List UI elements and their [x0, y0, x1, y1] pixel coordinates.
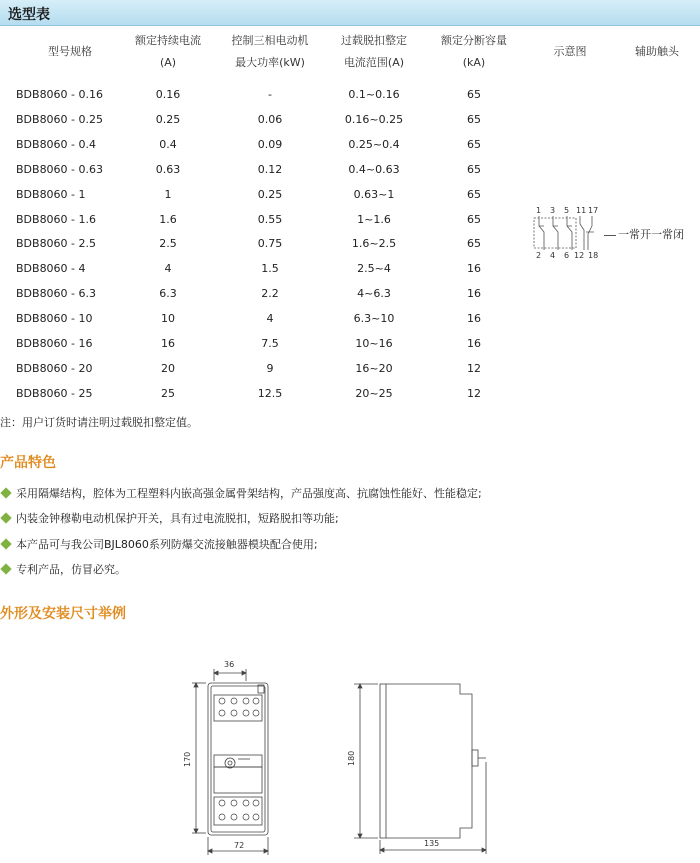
table-cell-model: BDB8060 - 10 — [16, 312, 93, 325]
features-title: 产品特色 — [0, 455, 56, 471]
dim-height-front: 170 — [183, 751, 192, 767]
header-current — [120, 30, 216, 74]
table-cell-range: 0.25~0.4 — [348, 138, 400, 151]
order-note: 注：用户订货时请注明过载脱扣整定值。 — [0, 416, 198, 429]
header-capacity-line1: 额定分断容量 — [441, 34, 507, 47]
table-cell-model: BDB8060 - 0.4 — [16, 138, 97, 151]
table-cell-model: BDB8060 - 16 — [16, 337, 93, 350]
table-cell-capacity: 65 — [467, 163, 481, 176]
table-cell-model: BDB8060 - 6.3 — [16, 287, 97, 300]
feature-item — [2, 563, 126, 577]
table-cell-power: 9 — [266, 362, 274, 375]
schematic-label-4: 4 — [550, 251, 556, 260]
diamond-bullet-icon — [0, 487, 11, 498]
header-range-line2: 电流范围(A) — [343, 56, 405, 69]
table-cell-model: BDB8060 - 2.5 — [16, 237, 97, 250]
table-cell-range: 1~1.6 — [357, 213, 391, 226]
table-cell-current: 20 — [161, 362, 175, 375]
table-cell-range: 6.3~10 — [353, 312, 395, 325]
table-cell-range: 16~20 — [355, 362, 393, 375]
schematic-label-12: 12 — [574, 251, 585, 260]
section-title: 选型表 — [8, 7, 50, 23]
header-diagram: 示意图 — [553, 45, 587, 58]
header-power — [222, 30, 318, 74]
table-cell-current: 4 — [164, 262, 172, 275]
schematic-label-5: 5 — [564, 206, 570, 215]
table-cell-range: 0.1~0.16 — [348, 88, 400, 101]
table-cell-model: BDB8060 - 1 — [16, 188, 86, 201]
feature-text: 采用隔爆结构，腔体为工程塑料内嵌高强金属骨架结构，产品强度高、抗腐蚀性能好、性能稳定; — [16, 487, 482, 500]
table-cell-range: 20~25 — [355, 387, 393, 400]
table-cell-power: 7.5 — [261, 337, 279, 350]
schematic-label-2: 2 — [536, 251, 542, 260]
feature-text: 专利产品，仿冒必究。 — [16, 563, 126, 576]
table-cell-power: 2.2 — [261, 287, 279, 300]
table-cell-current: 16 — [161, 337, 175, 350]
dim-width-bottom: 72 — [234, 841, 245, 850]
aux-connector-line — [604, 235, 616, 236]
aux-contact-value: 一常开一常闭 — [618, 228, 684, 241]
schematic-label-18: 18 — [588, 251, 599, 260]
feature-text: 内装金钟穆勒电动机保护开关，具有过电流脱扣，短路脱扣等功能; — [16, 512, 339, 525]
schematic-label-1: 1 — [536, 206, 542, 215]
table-cell-current: 0.25 — [155, 113, 181, 126]
header-model: 型号规格 — [48, 45, 92, 58]
table-cell-capacity: 65 — [467, 213, 481, 226]
table-cell-range: 4~6.3 — [357, 287, 391, 300]
table-cell-model: BDB8060 - 0.16 — [16, 88, 104, 101]
table-cell-model: BDB8060 - 0.63 — [16, 163, 104, 176]
table-cell-capacity: 65 — [467, 113, 481, 126]
schematic-label-11: 11 — [576, 206, 587, 215]
table-cell-range: 0.16~0.25 — [344, 113, 404, 126]
table-cell-model: BDB8060 - 1.6 — [16, 213, 97, 226]
header-aux: 辅助触头 — [635, 45, 679, 58]
table-cell-model: BDB8060 - 25 — [16, 387, 93, 400]
table-cell-power: 0.75 — [257, 237, 283, 250]
table-cell-power: 12.5 — [257, 387, 283, 400]
table-cell-power: 0.12 — [257, 163, 283, 176]
table-cell-range: 1.6~2.5 — [351, 237, 397, 250]
table-cell-power: 0.09 — [257, 138, 283, 151]
feature-item — [2, 487, 482, 501]
dim-depth: 135 — [424, 839, 440, 848]
table-cell-capacity: 16 — [467, 337, 481, 350]
table-cell-capacity: 12 — [467, 362, 481, 375]
table-cell-range: 0.63~1 — [353, 188, 395, 201]
table-cell-current: 0.16 — [155, 88, 181, 101]
dim-width-top: 36 — [224, 660, 235, 669]
front-view-drawing — [170, 655, 280, 860]
table-cell-current: 0.4 — [159, 138, 177, 151]
table-cell-power: 1.5 — [261, 262, 279, 275]
header-power-line2: 最大功率(kW) — [235, 56, 305, 69]
feature-item — [2, 538, 318, 552]
diamond-bullet-icon — [0, 512, 11, 523]
schematic-label-17: 17 — [588, 206, 599, 215]
table-cell-capacity: 12 — [467, 387, 481, 400]
table-cell-range: 10~16 — [355, 337, 393, 350]
table-cell-model: BDB8060 - 0.25 — [16, 113, 104, 126]
feature-text: 本产品可与我公司BJL8060系列防爆交流接触器模块配合使用; — [16, 538, 318, 551]
dim-height-side: 180 — [347, 750, 356, 766]
table-cell-current: 1.6 — [159, 213, 177, 226]
table-cell-capacity: 16 — [467, 287, 481, 300]
header-power-line1: 控制三相电动机 — [231, 34, 309, 47]
section-header-bar — [0, 0, 700, 26]
contact-schematic — [530, 204, 602, 262]
table-cell-capacity: 16 — [467, 262, 481, 275]
schematic-label-3: 3 — [550, 206, 556, 215]
table-cell-power: 0.25 — [257, 188, 283, 201]
header-range — [326, 30, 422, 74]
table-cell-current: 10 — [161, 312, 175, 325]
table-cell-capacity: 65 — [467, 188, 481, 201]
header-current-line1: 额定持续电流 — [135, 34, 201, 47]
table-cell-current: 1 — [164, 188, 172, 201]
header-capacity — [426, 30, 522, 74]
feature-item — [2, 512, 339, 526]
diamond-bullet-icon — [0, 563, 11, 574]
schematic-label-6: 6 — [564, 251, 570, 260]
side-view-drawing — [340, 680, 510, 858]
diamond-bullet-icon — [0, 538, 11, 549]
table-cell-current: 6.3 — [159, 287, 177, 300]
header-capacity-line2: (kA) — [462, 56, 486, 69]
table-cell-current: 25 — [161, 387, 175, 400]
table-cell-capacity: 16 — [467, 312, 481, 325]
header-range-line1: 过载脱扣整定 — [341, 34, 407, 47]
table-cell-capacity: 65 — [467, 237, 481, 250]
table-cell-capacity: 65 — [467, 88, 481, 101]
table-cell-model: BDB8060 - 4 — [16, 262, 86, 275]
table-cell-range: 2.5~4 — [357, 262, 391, 275]
table-cell-model: BDB8060 - 20 — [16, 362, 93, 375]
table-cell-current: 0.63 — [155, 163, 181, 176]
table-cell-range: 0.4~0.63 — [348, 163, 400, 176]
table-cell-current: 2.5 — [159, 237, 177, 250]
header-current-line2: (A) — [159, 56, 177, 69]
dimensions-title: 外形及安装尺寸举例 — [0, 606, 126, 622]
table-cell-power: 0.55 — [257, 213, 283, 226]
table-cell-power: 4 — [266, 312, 274, 325]
table-cell-power: 0.06 — [257, 113, 283, 126]
table-cell-capacity: 65 — [467, 138, 481, 151]
table-cell-power: - — [268, 88, 272, 101]
